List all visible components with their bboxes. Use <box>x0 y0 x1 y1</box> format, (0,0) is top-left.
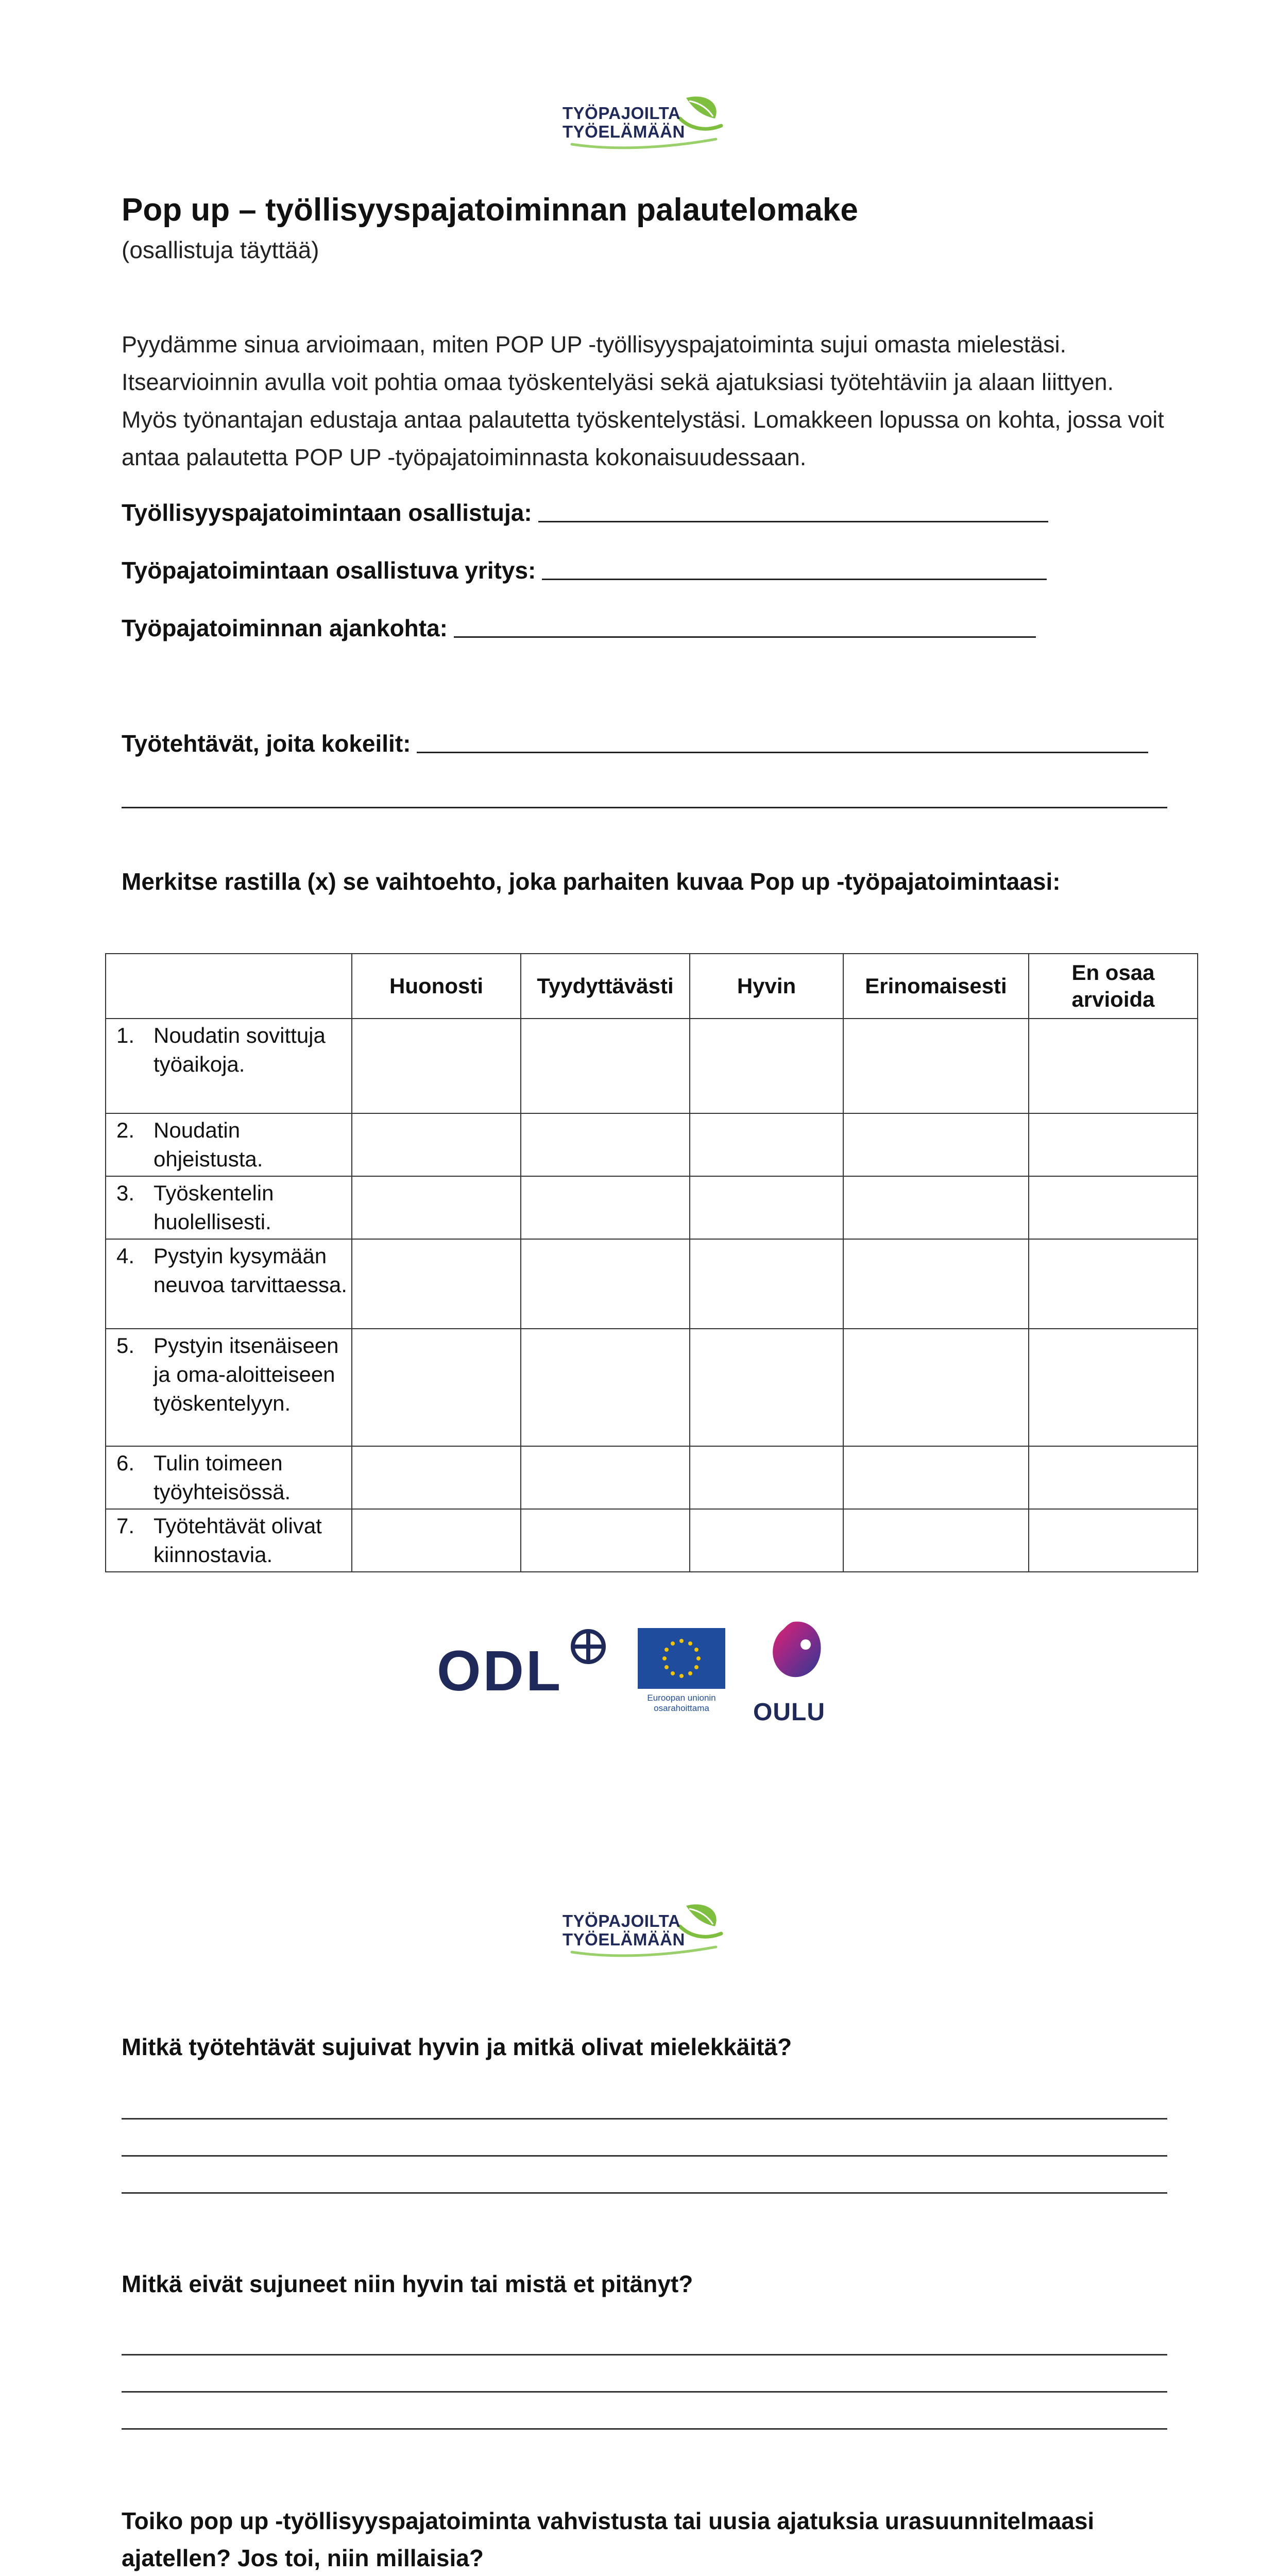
form-subtitle: (osallistuja täyttää) <box>122 236 319 263</box>
question-2-text: Mitkä eivät sujuneet niin hyvin tai mistä et pitänyt? <box>122 2270 693 2297</box>
table-row <box>106 1019 1198 1113</box>
form-page-2 <box>0 1808 1278 2576</box>
row-label-cell <box>106 1509 352 1572</box>
rating-cell[interactable] <box>690 1176 843 1239</box>
rating-header-hyvin: Hyvin <box>690 954 843 1019</box>
logo-line-2: TYÖELÄMÄÄN <box>563 1930 685 1949</box>
rating-cell[interactable] <box>843 1019 1029 1113</box>
tyopajoilta-logo <box>551 82 737 160</box>
eu-caption-line-1: Euroopan unionin <box>647 1693 716 1703</box>
rating-header-en-osaa: En osaa arvioida <box>1029 954 1198 1019</box>
tasks-field[interactable] <box>122 730 1148 757</box>
logo-line-1: TYÖPAJOILTA <box>563 1911 681 1930</box>
row-number: 3. <box>116 1181 135 1205</box>
eu-caption-line-2: osarahoittama <box>654 1703 709 1713</box>
rating-header-item <box>106 954 352 1019</box>
rating-cell[interactable] <box>352 1176 521 1239</box>
rating-cell[interactable] <box>1029 1446 1198 1509</box>
rating-cell[interactable] <box>843 1239 1029 1329</box>
row-number: 7. <box>116 1514 135 1538</box>
row-label-cell <box>106 1446 352 1509</box>
table-instruction: Merkitse rastilla (x) se vaihtoehto, joka parhaiten kuvaa Pop up -työpajatoimintaasi: <box>122 868 1061 895</box>
logo-line-1: TYÖPAJOILTA <box>563 104 681 123</box>
rating-cell[interactable] <box>1029 1019 1198 1113</box>
form-title: Pop up – työllisyyspajatoiminnan palautelomake <box>122 192 858 228</box>
rating-cell[interactable] <box>843 1446 1029 1509</box>
rating-cell[interactable] <box>690 1446 843 1509</box>
rating-cell[interactable] <box>1029 1113 1198 1176</box>
rating-cell[interactable] <box>690 1113 843 1176</box>
row-number: 1. <box>116 1023 135 1047</box>
table-row <box>106 1446 1198 1509</box>
company-input-line[interactable] <box>542 573 1047 580</box>
rating-cell[interactable] <box>843 1113 1029 1176</box>
table-row <box>106 1113 1198 1176</box>
table-row <box>106 1509 1198 1572</box>
rating-header-row <box>106 954 1198 1019</box>
row-label-cell <box>106 1176 352 1239</box>
company-field[interactable] <box>122 556 1047 584</box>
answer-line[interactable] <box>122 2155 1167 2157</box>
rating-header-tyydyttavasti: Tyydyttävästi <box>521 954 690 1019</box>
odl-logo: ODL <box>437 1639 563 1703</box>
eu-flag-icon <box>638 1628 725 1689</box>
table-row <box>106 1239 1198 1329</box>
row-label: Työtehtävät olivat kiinnostavia. <box>154 1514 322 1567</box>
answer-line[interactable] <box>122 2192 1167 2194</box>
row-label: Työskentelin huolellisesti. <box>154 1181 274 1234</box>
row-number: 6. <box>116 1451 135 1475</box>
tasks-label: Työtehtävät, joita kokeilit: <box>122 730 411 757</box>
rating-cell[interactable] <box>1029 1509 1198 1572</box>
intro-paragraph: Pyydämme sinua arvioimaan, miten POP UP -työllisyyspajatoiminta sujui omasta mielestäsi. Itsearvioinnin avulla voit pohtia omaa työskentelyäsi sekä ajatuksiasi työtehtäviin ja alaan liittyen. Myös työnantajan edustaja antaa palautetta työskentelystäsi. Lomakkeen lopussa on kohta, jossa voit antaa palautetta POP UP -työpajatoiminnasta kokonaisuudessaan. <box>122 331 1164 470</box>
question-1-text: Mitkä työtehtävät sujuivat hyvin ja mitkä olivat mielekkäitä? <box>122 2033 792 2060</box>
table-row <box>106 1176 1198 1239</box>
rating-header-erinomaisesti: Erinomaisesti <box>843 954 1029 1019</box>
rating-cell[interactable] <box>521 1019 690 1113</box>
rating-cell[interactable] <box>352 1329 521 1446</box>
answer-line[interactable] <box>122 2391 1167 2393</box>
participant-label: Työllisyyspajatoimintaan osallistuja: <box>122 499 532 526</box>
question-3 <box>122 2502 1167 2576</box>
question-1 <box>122 2028 1167 2065</box>
rating-cell[interactable] <box>352 1019 521 1113</box>
rating-cell[interactable] <box>352 1446 521 1509</box>
row-label-cell <box>106 1019 352 1113</box>
oulu-logo: OULU <box>753 1699 825 1726</box>
participant-field[interactable] <box>122 499 1048 527</box>
answer-line[interactable] <box>122 2428 1167 2430</box>
rating-cell[interactable] <box>843 1509 1029 1572</box>
eu-caption <box>633 1693 730 1714</box>
participant-input-line[interactable] <box>538 516 1048 522</box>
rating-cell[interactable] <box>352 1113 521 1176</box>
footer-logos <box>433 1606 855 1730</box>
rating-cell[interactable] <box>521 1446 690 1509</box>
rating-cell[interactable] <box>1029 1239 1198 1329</box>
rating-cell[interactable] <box>521 1329 690 1446</box>
rating-cell[interactable] <box>843 1329 1029 1446</box>
rating-header-huonosti: Huonosti <box>352 954 521 1019</box>
rating-cell[interactable] <box>521 1509 690 1572</box>
tasks-input-line[interactable] <box>417 747 1148 753</box>
row-label: Tulin toimeen työyhteisössä. <box>154 1451 291 1504</box>
rating-table <box>105 953 1198 1572</box>
timeframe-input-line[interactable] <box>454 631 1036 638</box>
timeframe-field[interactable] <box>122 614 1036 642</box>
rating-cell[interactable] <box>690 1239 843 1329</box>
oulu-mark-icon <box>762 1612 829 1694</box>
rating-cell[interactable] <box>843 1176 1029 1239</box>
rating-cell[interactable] <box>521 1239 690 1329</box>
row-label: Pystyin kysymään neuvoa tarvittaessa. <box>154 1244 347 1297</box>
rating-cell[interactable] <box>690 1019 843 1113</box>
rating-cell[interactable] <box>690 1329 843 1446</box>
odl-cross-icon <box>568 1626 609 1667</box>
rating-cell[interactable] <box>521 1113 690 1176</box>
rating-cell[interactable] <box>352 1239 521 1329</box>
row-label: Pystyin itsenäiseen ja oma-aloitteiseen työskentelyyn. <box>154 1333 339 1415</box>
answer-line[interactable] <box>122 2118 1167 2120</box>
row-label-cell <box>106 1329 352 1446</box>
tyopajoilta-logo <box>551 1890 737 1968</box>
company-label: Työpajatoimintaan osallistuva yritys: <box>122 557 536 584</box>
row-label-cell <box>106 1113 352 1176</box>
table-row <box>106 1329 1198 1446</box>
row-label-cell <box>106 1239 352 1329</box>
row-number: 2. <box>116 1118 135 1142</box>
logo-line-2: TYÖELÄMÄÄN <box>563 122 685 141</box>
row-number: 5. <box>116 1333 135 1358</box>
rating-cell[interactable] <box>521 1176 690 1239</box>
row-label: Noudatin ohjeistusta. <box>154 1118 263 1171</box>
answer-line[interactable] <box>122 2354 1167 2355</box>
rating-cell[interactable] <box>1029 1329 1198 1446</box>
question-3-text: Toiko pop up -työllisyyspajatoiminta vahvistusta tai uusia ajatuksia urasuunnitelmaasi ajatellen? Jos toi, niin millaisia? <box>122 2507 1095 2571</box>
rating-cell[interactable] <box>690 1509 843 1572</box>
rating-cell[interactable] <box>1029 1176 1198 1239</box>
rating-cell[interactable] <box>352 1509 521 1572</box>
tasks-input-line-2[interactable] <box>122 807 1167 808</box>
row-number: 4. <box>116 1244 135 1268</box>
row-label: Noudatin sovittuja työaikoja. <box>154 1023 326 1076</box>
question-2 <box>122 2265 1167 2302</box>
timeframe-label: Työpajatoiminnan ajankohta: <box>122 615 448 641</box>
